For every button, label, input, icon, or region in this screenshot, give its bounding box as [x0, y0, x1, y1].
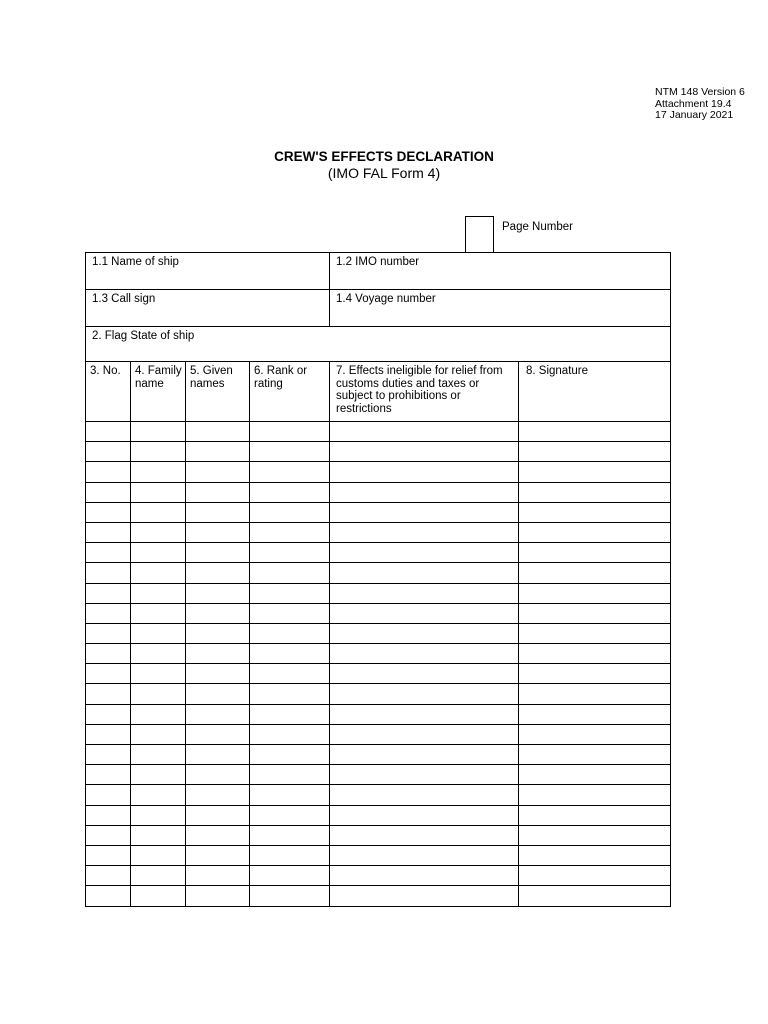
effects-cell[interactable] — [330, 724, 519, 744]
rank-cell[interactable] — [250, 462, 330, 482]
no-cell[interactable] — [86, 886, 131, 906]
effects-cell[interactable] — [330, 785, 519, 805]
effects-cell[interactable] — [330, 563, 519, 583]
imo-number-field[interactable] — [330, 253, 671, 290]
no-cell[interactable] — [86, 422, 131, 442]
rank-cell[interactable] — [250, 785, 330, 805]
given-names-cell[interactable] — [186, 886, 250, 906]
no-cell[interactable] — [86, 745, 131, 765]
given-names-cell[interactable] — [186, 765, 250, 785]
family-name-cell[interactable] — [131, 502, 186, 522]
rank-cell[interactable] — [250, 644, 330, 664]
reference-line: NTM 148 Version 6 — [655, 86, 745, 98]
table-row — [86, 644, 671, 664]
no-cell[interactable] — [86, 522, 131, 542]
family-name-cell[interactable] — [131, 724, 186, 744]
rank-cell[interactable] — [250, 603, 330, 623]
signature-cell[interactable] — [519, 845, 671, 865]
crew-effects-table — [85, 361, 671, 907]
no-cell[interactable] — [86, 805, 131, 825]
column-header-effects: 7. Effects ineligible for relief from customs duties and taxes or subject to prohibitions or restrictions — [330, 362, 519, 422]
family-name-cell[interactable] — [131, 825, 186, 845]
rank-cell[interactable] — [250, 745, 330, 765]
name-of-ship-field[interactable] — [86, 253, 330, 290]
family-name-cell[interactable] — [131, 482, 186, 502]
table-row — [86, 543, 671, 563]
table-row — [86, 442, 671, 462]
given-names-cell[interactable] — [186, 603, 250, 623]
effects-cell[interactable] — [330, 866, 519, 886]
family-name-cell[interactable] — [131, 684, 186, 704]
no-cell[interactable] — [86, 563, 131, 583]
family-name-cell[interactable] — [131, 563, 186, 583]
rank-cell[interactable] — [250, 522, 330, 542]
given-names-cell[interactable] — [186, 442, 250, 462]
signature-cell[interactable] — [519, 684, 671, 704]
no-cell[interactable] — [86, 704, 131, 724]
name-of-ship-label: 1.1 Name of ship — [92, 256, 179, 268]
rank-cell[interactable] — [250, 422, 330, 442]
effects-cell[interactable] — [330, 805, 519, 825]
table-row — [86, 785, 671, 805]
effects-cell[interactable] — [330, 765, 519, 785]
table-row — [86, 502, 671, 522]
attachment-line: Attachment 19.4 — [655, 97, 732, 110]
family-name-cell[interactable] — [131, 785, 186, 805]
rank-cell[interactable] — [250, 502, 330, 522]
voyage-number-label: 1.4 Voyage number — [336, 293, 436, 305]
column-header-given-names: 5. Given names — [186, 362, 250, 422]
column-header-family-name: 4. Family name — [131, 362, 186, 422]
rank-cell[interactable] — [250, 886, 330, 906]
signature-cell[interactable] — [519, 522, 671, 542]
signature-cell[interactable] — [519, 724, 671, 744]
family-name-cell[interactable] — [131, 886, 186, 906]
given-names-cell[interactable] — [186, 845, 250, 865]
family-name-cell[interactable] — [131, 522, 186, 542]
rank-cell[interactable] — [250, 442, 330, 462]
date-line: 17 January 2021 — [655, 109, 734, 121]
form-subtitle: (IMO FAL Form 4) — [327, 165, 441, 181]
form-title: CREW'S EFFECTS DECLARATION — [274, 149, 494, 164]
given-names-cell[interactable] — [186, 422, 250, 442]
table-row — [86, 583, 671, 603]
page-number-box[interactable] — [465, 216, 494, 252]
effects-cell[interactable] — [330, 502, 519, 522]
signature-cell[interactable] — [519, 442, 671, 462]
table-row — [86, 664, 671, 684]
effects-cell[interactable] — [330, 745, 519, 765]
given-names-cell[interactable] — [186, 482, 250, 502]
effects-cell[interactable] — [330, 603, 519, 623]
no-cell[interactable] — [86, 502, 131, 522]
signature-cell[interactable] — [519, 563, 671, 583]
rank-cell[interactable] — [250, 664, 330, 684]
signature-cell[interactable] — [519, 785, 671, 805]
rank-cell[interactable] — [250, 866, 330, 886]
given-names-cell[interactable] — [186, 724, 250, 744]
rank-cell[interactable] — [250, 583, 330, 603]
family-name-cell[interactable] — [131, 442, 186, 462]
signature-cell[interactable] — [519, 664, 671, 684]
rank-cell[interactable] — [250, 543, 330, 563]
family-name-cell[interactable] — [131, 422, 186, 442]
table-row — [86, 866, 671, 886]
effects-cell[interactable] — [330, 704, 519, 724]
effects-cell[interactable] — [330, 422, 519, 442]
crew-rows — [86, 422, 671, 907]
signature-cell[interactable] — [519, 502, 671, 522]
no-cell[interactable] — [86, 644, 131, 664]
call-sign-field[interactable] — [86, 290, 330, 327]
table-row — [86, 462, 671, 482]
family-name-cell[interactable] — [131, 462, 186, 482]
table-row — [86, 886, 671, 906]
effects-cell[interactable] — [330, 583, 519, 603]
signature-cell[interactable] — [519, 543, 671, 563]
given-names-cell[interactable] — [186, 522, 250, 542]
signature-cell[interactable] — [519, 825, 671, 845]
given-names-cell[interactable] — [186, 563, 250, 583]
rank-cell[interactable] — [250, 845, 330, 865]
given-names-cell[interactable] — [186, 704, 250, 724]
effects-cell[interactable] — [330, 543, 519, 563]
effects-cell[interactable] — [330, 442, 519, 462]
rank-cell[interactable] — [250, 724, 330, 744]
given-names-cell[interactable] — [186, 785, 250, 805]
given-names-cell[interactable] — [186, 462, 250, 482]
ship-details-table — [85, 252, 671, 362]
no-cell[interactable] — [86, 462, 131, 482]
effects-cell[interactable] — [330, 664, 519, 684]
effects-cell[interactable] — [330, 623, 519, 643]
signature-cell[interactable] — [519, 644, 671, 664]
table-row — [86, 745, 671, 765]
document-reference — [655, 87, 745, 122]
table-row — [86, 684, 671, 704]
given-names-cell[interactable] — [186, 583, 250, 603]
family-name-cell[interactable] — [131, 603, 186, 623]
effects-cell[interactable] — [330, 482, 519, 502]
signature-cell[interactable] — [519, 623, 671, 643]
no-cell[interactable] — [86, 765, 131, 785]
table-row — [86, 704, 671, 724]
family-name-cell[interactable] — [131, 543, 186, 563]
family-name-cell[interactable] — [131, 765, 186, 785]
given-names-cell[interactable] — [186, 805, 250, 825]
table-row — [86, 563, 671, 583]
table-row — [86, 603, 671, 623]
rank-cell[interactable] — [250, 704, 330, 724]
given-names-cell[interactable] — [186, 745, 250, 765]
effects-cell[interactable] — [330, 845, 519, 865]
imo-number-label: 1.2 IMO number — [336, 256, 420, 268]
given-names-cell[interactable] — [186, 866, 250, 886]
family-name-cell[interactable] — [131, 866, 186, 886]
given-names-cell[interactable] — [186, 502, 250, 522]
no-cell[interactable] — [86, 785, 131, 805]
family-name-cell[interactable] — [131, 664, 186, 684]
call-sign-label: 1.3 Call sign — [92, 293, 156, 305]
effects-cell[interactable] — [330, 684, 519, 704]
voyage-number-field[interactable] — [330, 290, 671, 327]
family-name-cell[interactable] — [131, 583, 186, 603]
family-name-cell[interactable] — [131, 745, 186, 765]
column-header-no: 3. No. — [86, 362, 131, 422]
signature-cell[interactable] — [519, 886, 671, 906]
no-cell[interactable] — [86, 866, 131, 886]
table-row — [86, 623, 671, 643]
rank-cell[interactable] — [250, 805, 330, 825]
signature-cell[interactable] — [519, 462, 671, 482]
no-cell[interactable] — [86, 623, 131, 643]
no-cell[interactable] — [86, 724, 131, 744]
effects-cell[interactable] — [330, 886, 519, 906]
no-cell[interactable] — [86, 442, 131, 462]
page-number-label: Page Number — [502, 221, 573, 233]
signature-cell[interactable] — [519, 583, 671, 603]
no-cell[interactable] — [86, 845, 131, 865]
signature-cell[interactable] — [519, 704, 671, 724]
signature-cell[interactable] — [519, 745, 671, 765]
effects-cell[interactable] — [330, 825, 519, 845]
signature-cell[interactable] — [519, 603, 671, 623]
given-names-cell[interactable] — [186, 644, 250, 664]
given-names-cell[interactable] — [186, 825, 250, 845]
rank-cell[interactable] — [250, 563, 330, 583]
rank-cell[interactable] — [250, 623, 330, 643]
table-row — [86, 765, 671, 785]
signature-cell[interactable] — [519, 482, 671, 502]
signature-cell[interactable] — [519, 805, 671, 825]
signature-cell[interactable] — [519, 866, 671, 886]
column-header-signature: 8. Signature — [519, 362, 671, 422]
signature-cell[interactable] — [519, 422, 671, 442]
family-name-cell[interactable] — [131, 644, 186, 664]
signature-cell[interactable] — [519, 765, 671, 785]
no-cell[interactable] — [86, 664, 131, 684]
table-row — [86, 482, 671, 502]
no-cell[interactable] — [86, 583, 131, 603]
no-cell[interactable] — [86, 684, 131, 704]
table-row — [86, 422, 671, 442]
effects-cell[interactable] — [330, 644, 519, 664]
given-names-cell[interactable] — [186, 623, 250, 643]
given-names-cell[interactable] — [186, 664, 250, 684]
flag-state-label: 2. Flag State of ship — [92, 330, 195, 342]
table-row — [86, 805, 671, 825]
effects-cell[interactable] — [330, 462, 519, 482]
no-cell[interactable] — [86, 543, 131, 563]
given-names-cell[interactable] — [186, 684, 250, 704]
family-name-cell[interactable] — [131, 623, 186, 643]
family-name-cell[interactable] — [131, 805, 186, 825]
no-cell[interactable] — [86, 482, 131, 502]
family-name-cell[interactable] — [131, 704, 186, 724]
effects-cell[interactable] — [330, 522, 519, 542]
family-name-cell[interactable] — [131, 845, 186, 865]
rank-cell[interactable] — [250, 765, 330, 785]
no-cell[interactable] — [86, 603, 131, 623]
flag-state-field[interactable] — [86, 327, 671, 362]
given-names-cell[interactable] — [186, 543, 250, 563]
rank-cell[interactable] — [250, 825, 330, 845]
table-row — [86, 825, 671, 845]
table-row — [86, 845, 671, 865]
rank-cell[interactable] — [250, 482, 330, 502]
column-header-rank: 6. Rank or rating — [250, 362, 330, 422]
table-row — [86, 724, 671, 744]
rank-cell[interactable] — [250, 684, 330, 704]
no-cell[interactable] — [86, 825, 131, 845]
table-row — [86, 522, 671, 542]
